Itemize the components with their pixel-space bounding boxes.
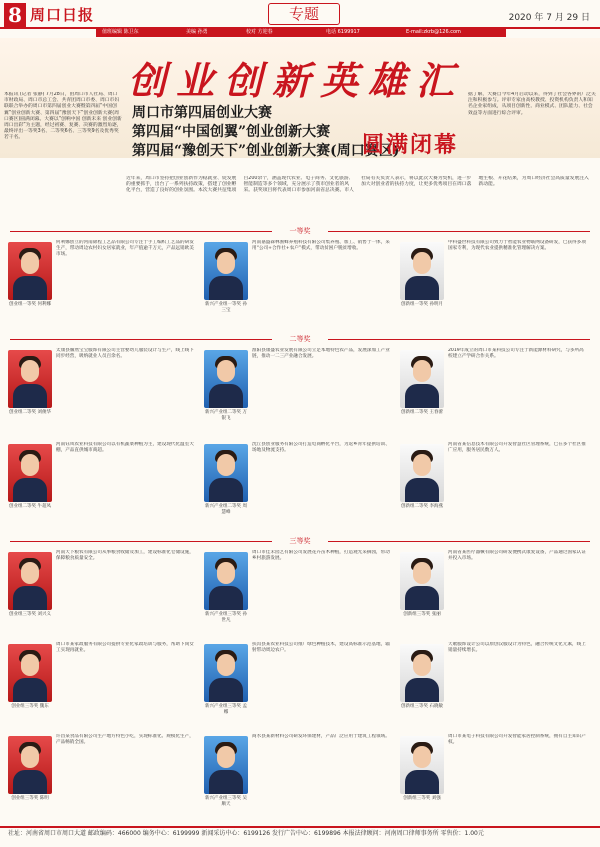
proofreader: 校对 方迎春: [246, 29, 273, 35]
winner-label: 创业组二等奖 牛超凤: [9, 504, 51, 509]
photo-head: [21, 562, 39, 584]
photo-body: [209, 384, 243, 408]
winner-photo: [8, 736, 52, 794]
winner-description: 河南天下粮农有限公司从事粮食收储及加工，建设标准化仓储设施，保障粮食质量安全。: [56, 550, 194, 561]
winner-photo: [400, 644, 444, 702]
winner-label: 创新组三等奖 石晓敏: [401, 704, 443, 709]
divider-label: 二等奖: [272, 334, 328, 344]
winner-photo: [400, 552, 444, 610]
phone: 电话 6199917: [326, 29, 360, 35]
page-header: [0, 0, 600, 28]
winner-photo: [8, 552, 52, 610]
award-card: [400, 238, 590, 330]
winner-description: 何利娜创立的河南锦程工艺品有限公司专注于手工编织工艺品的研发生产，带动周边农村妇女居家就业，年产值逾千万元，产品远销欧美市场。: [56, 240, 194, 257]
award-card: [8, 732, 198, 824]
photo-body: [405, 478, 439, 502]
photo-body: [209, 478, 243, 502]
winner-photo: [204, 736, 248, 794]
winner-description: 扶沟县某农业科技公司推广绿色种植技术，建设高标准示范基地，辐射带动周边农户。: [252, 642, 390, 653]
divider-label: 一等奖: [272, 226, 328, 236]
photo-head: [413, 360, 431, 382]
subtitle-3: 第四届“豫创天下”创业创新大赛(周口赛区): [132, 143, 400, 159]
winner-label: 新兴产业组二等奖 万银飞: [205, 410, 247, 421]
award-card: [8, 640, 198, 732]
photo-head: [217, 252, 235, 274]
email: E-mail:zkrb@126.com: [406, 29, 461, 35]
award-card: [400, 440, 590, 532]
winner-label: 新兴产业组三等奖 孙世凡: [205, 612, 247, 623]
winner-description: 周口市某电子科技有限公司开发智能家居控制系统，拥有自主知识产权。: [448, 734, 586, 745]
winner-photo: [204, 552, 248, 610]
winner-photo: [400, 242, 444, 300]
subtitle-block: [132, 104, 399, 161]
winner-photo: [204, 644, 248, 702]
photo-body: [405, 770, 439, 794]
footer: 社址：河南省周口市周口大道 邮政编码：466000 编务中心：6199999 新闻采访中心：6199126 发行广告中心：6199896 本报法律顾问：河南周口律师事务所 零售价：1.00元: [0, 826, 600, 847]
winner-label: 新兴产业组三等奖 孟娜: [205, 704, 247, 715]
photo-body: [209, 678, 243, 702]
winner-photo: [204, 444, 248, 502]
winner-description: 河南省某信息技术有限公司开发智慧社区管理系统，已在多个社区推广应用，服务居民数万人。: [448, 442, 586, 453]
photo-head: [21, 360, 39, 382]
winner-description: 周口市佳禾园艺有限公司发展花卉苗木种植，打造观光采摘园，带动乡村旅游发展。: [252, 550, 390, 561]
winner-description: 河南省某医疗器械有限公司研发便携式康复设备，产品通过国家认证并投入市场。: [448, 550, 586, 561]
winner-description: 太康县馨然宝宝服饰有限公司主营婴幼儿服装设计与生产，线上线下同步经营，吸纳就业人员百余名。: [56, 348, 194, 359]
winner-label: 创业组一等奖 何利娜: [9, 302, 51, 307]
photo-body: [13, 276, 47, 300]
winner-description: 河南嘉盛森林蜜蜂养殖科技有限公司集养殖、加工、销售于一体，采用“公司+合作社+农户”模式，带动贫困户脱贫增收。: [252, 240, 390, 251]
photo-head: [217, 746, 235, 768]
winner-photo: [204, 242, 248, 300]
winner-label: 创业组二等奖 刘俊华: [9, 410, 51, 415]
award-card: [204, 440, 394, 532]
winner-photo: [400, 350, 444, 408]
main-title: 创业创新英雄汇: [128, 58, 465, 103]
editor: 值班编辑 陈卫东: [102, 29, 139, 35]
award-card: [204, 548, 394, 640]
winner-description: 2019年成立的周口市某科技公司专注于新能源材料研究，与多所高校建立产学研合作关系。: [448, 348, 584, 359]
winner-label: 创新组一等奖 孙明月: [401, 302, 443, 307]
photo-head: [413, 454, 431, 476]
photo-head: [413, 746, 431, 768]
page-number: 8: [4, 3, 26, 27]
award-card: [204, 238, 394, 330]
award-divider: [0, 226, 600, 236]
winner-description: 沈丘县创业服务有限公司打造电商孵化平台，为返乡青年提供培训、场地及物流支持。: [252, 442, 390, 453]
award-divider: [0, 334, 600, 344]
photo-head: [21, 252, 39, 274]
photo-head: [413, 562, 431, 584]
winner-label: 新兴产业组三等奖 吴顺天: [205, 796, 247, 807]
award-card: [8, 548, 198, 640]
winner-label: 创新组二等奖 李海燕: [401, 504, 443, 509]
winner-photo: [400, 736, 444, 794]
photo-body: [209, 770, 243, 794]
photo-body: [209, 586, 243, 610]
photo-body: [13, 770, 47, 794]
photo-head: [21, 746, 39, 768]
photo-head: [217, 562, 235, 584]
winner-label: 创新组三等奖 张丽: [403, 612, 441, 617]
photo-body: [405, 678, 439, 702]
subtitle-2: 第四届“中国创翼”创业创新大赛: [132, 124, 331, 140]
winner-description: 天歌服饰设计公司以原创汉服设计为特色，融合传统文化元素，线上销量持续增长。: [448, 642, 586, 653]
winner-description: 淮阳县康盛农业发展有限公司立足本地特色农产品，发展深加工产业链，推动一二三产业融合发展。: [252, 348, 390, 359]
winner-description: 许昌某食品有限公司生产地方特色小吃，实现标准化、规模化生产，产品畅销全国。: [56, 734, 194, 745]
winner-description: 商水县某新材料公司研发环保建材，产品广泛应用于建筑工程领域。: [252, 734, 390, 739]
header-meta-bar: [96, 27, 506, 37]
photo-body: [405, 586, 439, 610]
winner-description: 中科盛世科技有限公司致力于智能农业物联网设备研发，已获得多项国家专利，为现代农业提供精准化管理解决方案。: [448, 240, 586, 251]
photo-head: [217, 360, 235, 382]
award-card: [400, 548, 590, 640]
winner-photo: [8, 350, 52, 408]
photo-body: [13, 478, 47, 502]
intro-center: 近年来，周口市坚持把创业创新作为稳就业、促发展的重要抓手，出台了一系列扶持政策，搭建了创业孵化平台，营造了良好的创业氛围。本次大赛共征集项目200余个，涵盖现代农业、电子商务、文化旅游、智能制造等多个领域，充分展示了我市创业者的风采。获奖项目将代表周口市参加河南省总决赛。市人社局有关负责人表示，将以此次大赛为契机，进一步加大对创业者的扶持力度，让更多优秀项目在周口落地生根、开花结果，为周口经济社会高质量发展注入新动能。: [126, 176, 589, 194]
photo-head: [217, 454, 235, 476]
winner-label: 创业组三等奖 刘兴义: [9, 612, 51, 617]
photo-body: [405, 276, 439, 300]
award-divider: [0, 536, 600, 546]
award-card: [8, 440, 198, 532]
photo-head: [413, 252, 431, 274]
photo-body: [405, 384, 439, 408]
subtitle-1: 周口市第四届创业大赛: [132, 105, 272, 121]
winner-label: 创新组二等奖 王春蕾: [401, 410, 443, 415]
winner-description: 河南钰凤农业科技有限公司以有机蔬菜种植为主，建设现代化温室大棚，产品直供城市商超。: [56, 442, 194, 453]
winner-label: 创业组三等奖 陈明: [11, 796, 49, 801]
winner-label: 创新组三等奖 刘强: [403, 796, 441, 801]
photo-head: [217, 654, 235, 676]
section-badge: 专题: [268, 3, 340, 25]
winner-photo: [8, 444, 52, 502]
intro-right: 据了解，大赛自今年4月启动以来，得到了社会各界的广泛关注和积极参与。评审专家由高校教授、投资机构负责人和知名企业家组成，从项目创新性、商业模式、团队能力、社会效益等方面进行综合评审。: [468, 92, 596, 116]
photo-head: [413, 654, 431, 676]
paper-name: 周口日报: [30, 6, 95, 24]
award-card: [204, 346, 394, 438]
photo-body: [13, 384, 47, 408]
award-card: [400, 346, 590, 438]
intro-left: 本报讯 (记者 张静) 7月28日，由周口市人社局、周口市财政局、周口市总工会、共青团周口市委、周口市妇联联合举办的周口市第四届创业大赛暨第四届“中国创翼”创业创新大赛、第四届“豫创天下”创业创新大赛(周口赛区)圆满闭幕。大赛以“创响中国 创新未来 创业创新 周口出彩”为主题，经过初赛、复赛、决赛的激烈角逐，最终评出一等奖3名、二等奖6名、三等奖9名及优秀奖若干名。: [4, 92, 122, 141]
winner-description: 周口市某家政服务有限公司提供专业化家政培训与服务，帮助下岗女工实现再就业。: [56, 642, 194, 653]
closing-headline: 圆满闭幕: [362, 132, 459, 158]
winner-photo: [400, 444, 444, 502]
winner-label: 创业组三等奖 魏东: [11, 704, 49, 709]
award-card: [400, 732, 590, 824]
designer: 美编 孙勇: [186, 29, 208, 35]
award-card: [204, 732, 394, 824]
photo-head: [21, 454, 39, 476]
photo-body: [13, 586, 47, 610]
winner-label: 新兴产业组一等奖 孙三宝: [205, 302, 247, 313]
award-card: [204, 640, 394, 732]
winner-label: 新兴产业组二等奖 周慧峰: [205, 504, 247, 515]
winner-photo: [8, 242, 52, 300]
divider-label: 三等奖: [272, 536, 328, 546]
issue-date: 2020 年 7 月 29 日: [508, 13, 590, 23]
photo-head: [21, 654, 39, 676]
winner-photo: [8, 644, 52, 702]
award-card: [8, 238, 198, 330]
winner-photo: [204, 350, 248, 408]
award-card: [8, 346, 198, 438]
award-card: [400, 640, 590, 732]
photo-body: [209, 276, 243, 300]
photo-body: [13, 678, 47, 702]
